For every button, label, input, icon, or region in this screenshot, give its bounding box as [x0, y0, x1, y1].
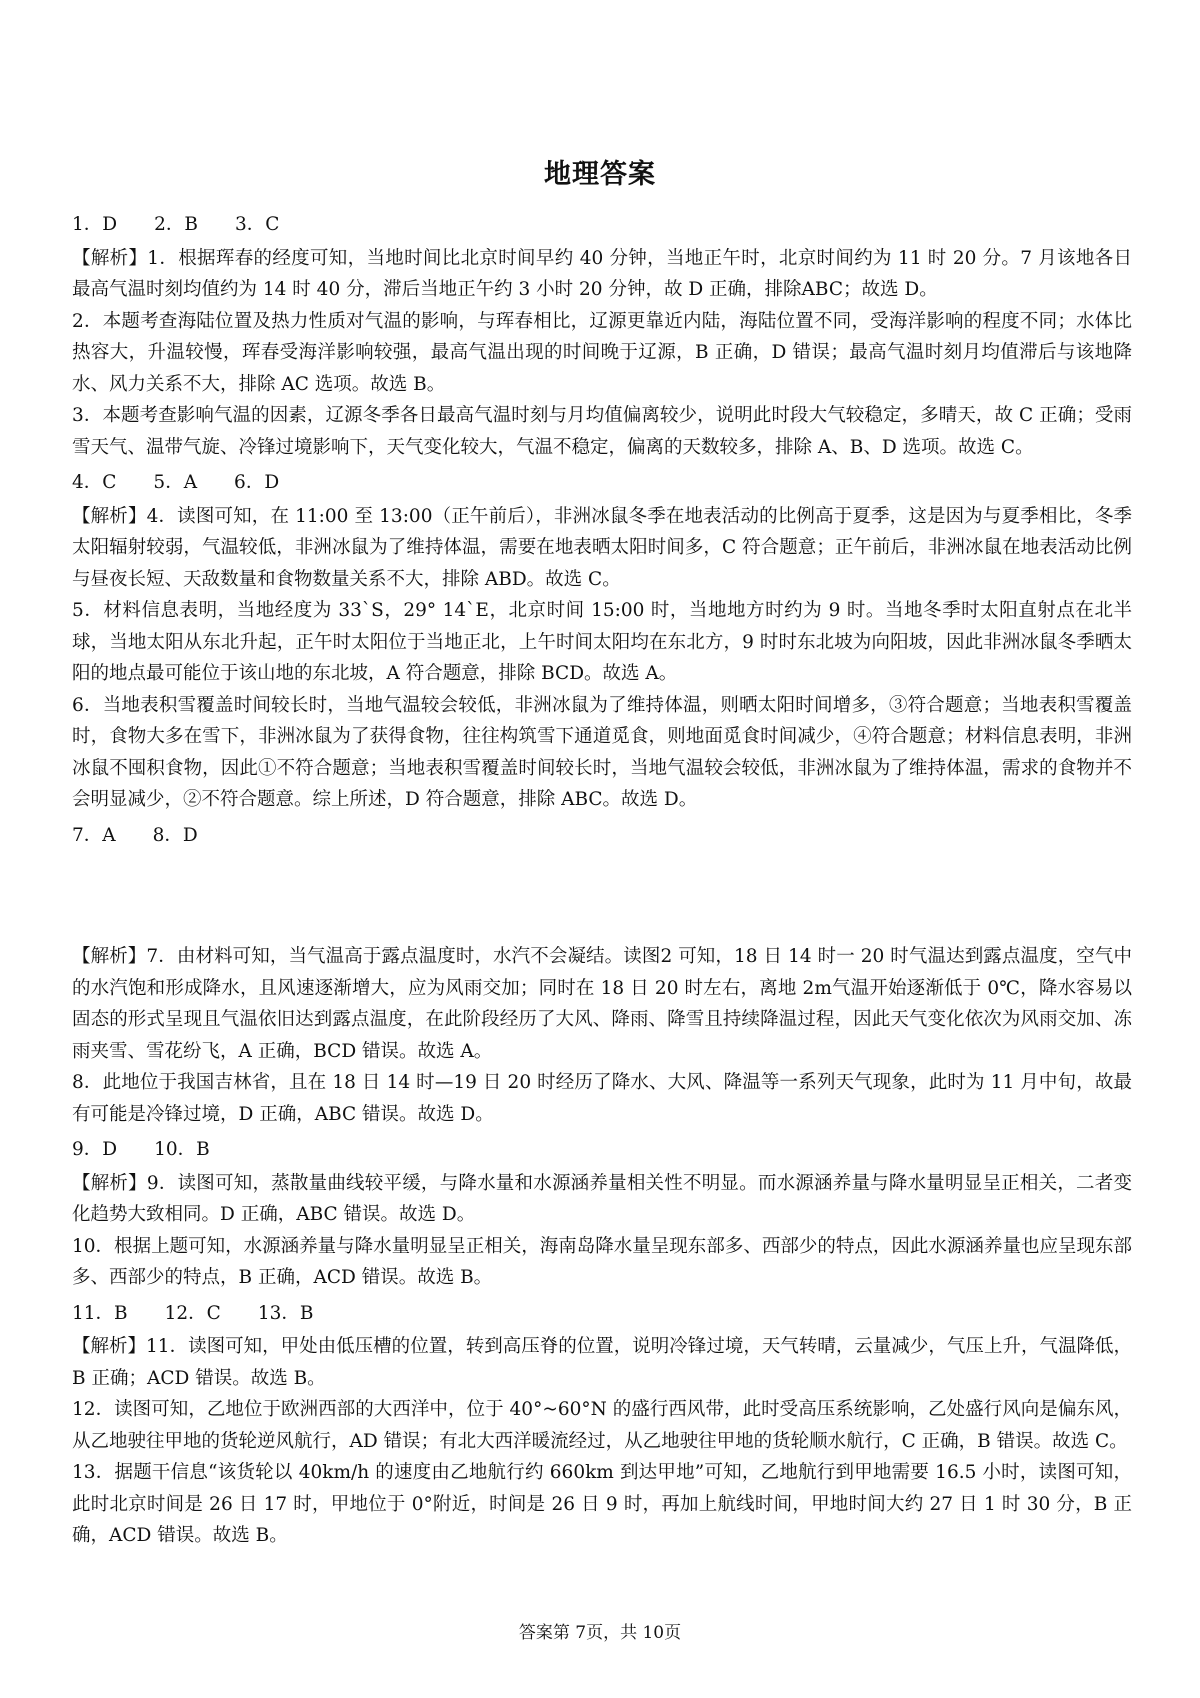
explanation-paragraph: 【解析】4．读图可知，在 11:00 至 13:00（正午前后），非洲冰鼠冬季在地表活动的比例高于夏季，这是因为与夏季相比，冬季太阳辐射较弱，气温较低，非洲冰鼠为了维持体温，需要在地表晒太阳时间多，C 符合题意；正午前后，非洲冰鼠在地表活动比例与昼夜长短、天敌数量和食物数量关系不大，排除 ABD。故选 C。 — [72, 505, 1132, 590]
answer-key-line: 9．D 10．B — [72, 1139, 210, 1160]
page-footer: 答案第 7页，共 10页 — [518, 1623, 682, 1643]
explanation-paragraph: 【解析】1．根据珲春的经度可知，当地时间比北京时间早约 40 分钟，当地正午时，北京时间约为 11 时 20 分。7 月该地各日最高气温时刻均值约为 14 时 40 分，滞后当地正午约 3 小时 20 分钟，故 D 正确，排除ABC；故选 D。 — [72, 247, 1132, 300]
answer-key-line: 7．A 8．D — [72, 824, 198, 846]
explanation-paragraph: 2．本题考查海陆位置及热力性质对气温的影响，与珲春相比，辽源更靠近内陆，海陆位置不同，受海洋影响的程度不同；水体比热容大，升温较慢，珲春受海洋影响较强，最高气温出现的时间晚于辽源，B 正确，D 错误；最高气温时刻月均值滞后与该地降水、风力关系不大，排除 AC 选项。故选 B。 — [72, 310, 1132, 395]
explanation-paragraph: 5．材料信息表明，当地经度为 33`S，29° 14`E，北京时间 15:00 时，当地地方时约为 9 时。当地冬季时太阳直射点在北半球，当地太阳从东北升起，正午时太阳位于当地正北，上午时间太阳均在东北方，9 时时东北坡为向阳坡，因此非洲冰鼠冬季晒太阳的地点最可能位于该山地的东北坡，A 符合题意，排除 BCD。故选 A。 — [72, 600, 1132, 684]
answer-key-line: 1．D 2．B 3．C — [72, 214, 280, 235]
answer-key-line: 4．C 5．A 6．D — [72, 472, 280, 493]
answer-key-line: 11．B 12．C 13．B — [72, 1302, 314, 1324]
explanation-paragraph: 10．根据上题可知，水源涵养量与降水量明显呈正相关，海南岛降水量呈现东部多、西部少的特点，因此水源涵养量也应呈现东部多、西部少的特点，B 正确，ACD 错误。故选 B。 — [72, 1235, 1132, 1288]
explanation-paragraph: 12．读图可知，乙地位于欧洲西部的大西洋中，位于 40°~60°N 的盛行西风带，此时受高压系统影响，乙处盛行风向是偏东风，从乙地驶往甲地的货轮逆风航行，AD 错误；有北大西洋暖流经过，从乙地驶往甲地的货轮顺水航行，C 正确，B 错误。故选 C。 — [72, 1399, 1132, 1452]
blank-gap — [72, 867, 1132, 925]
explanation-paragraph: 【解析】9．读图可知，蒸散量曲线较平缓，与降水量和水源涵养量相关性不明显。而水源涵养量与降水量明显呈正相关，二者变化趋势大致相同。D 正确，ABC 错误。故选 D。 — [72, 1172, 1132, 1225]
answer-body — [72, 205, 1132, 1552]
explanation-paragraph: 【解析】7．由材料可知，当气温高于露点温度时，水汽不会凝结。读图2 可知，18 日 14 时一 20 时气温达到露点温度，空气中的水汽饱和形成降水，且风速逐渐增大，应为风雨交加；同时在 18 日 20 时左右，离地 2m气温开始逐渐低于 0℃，降水容易以固态的形式呈现且气温依旧达到露点温度，在此阶段经历了大风、降雨、降雪且持续降温过程，因此天气变化依次为风雨交加、冻雨夹雪、雪花纷飞，A 正确，BCD 错误。故选 A。 — [72, 946, 1132, 1062]
page-title: 地理答案 — [544, 159, 656, 190]
explanation-paragraph: 【解析】11．读图可知，甲处由低压槽的位置，转到高压脊的位置，说明冷锋过境，天气转晴，云量减少，气压上升，气温降低，B 正确；ACD 错误。故选 B。 — [72, 1336, 1132, 1389]
explanation-paragraph: 8．此地位于我国吉林省，且在 18 日 14 时—19 日 20 时经历了降水、大风、降温等一系列天气现象，此时为 11 月中旬，故最有可能是冷锋过境，D 正确，ABC 错误。故选 D。 — [72, 1072, 1132, 1125]
explanation-paragraph: 13．据题干信息“该货轮以 40km/h 的速度由乙地航行约 660km 到达甲地”可知，乙地航行到甲地需要 16.5 小时，读图可知，此时北京时间是 26 日 17 时，甲地位于 0°附近，时间是 26 日 9 时，再加上航线时间，甲地时间大约 27 日 1 时 30 分，B 正确，ACD 错误。故选 B。 — [72, 1462, 1132, 1546]
explanation-paragraph: 6．当地表积雪覆盖时间较长时，当地气温较会较低，非洲冰鼠为了维持体温，则晒太阳时间增多，③符合题意；当地表积雪覆盖时，食物大多在雪下，非洲冰鼠为了获得食物，往往构筑雪下通道觅食，则地面觅食时间减少，④符合题意；材料信息表明，非洲冰鼠不囤积食物，因此①不符合题意；当地表积雪覆盖时间较长时，当地气温较会较低，非洲冰鼠为了维持体温，需求的食物并不会明显减少，②不符合题意。综上所述，D 符合题意，排除 ABC。故选 D。 — [72, 694, 1132, 810]
explanation-paragraph: 3．本题考查影响气温的因素，辽源冬季各日最高气温时刻与月均值偏离较少，说明此时段大气较稳定，多晴天，故 C 正确；受雨雪天气、温带气旋、冷锋过境影响下，天气变化较大，气温不稳定，偏离的天数较多，排除 A、B、D 选项。故选 C。 — [72, 405, 1132, 458]
